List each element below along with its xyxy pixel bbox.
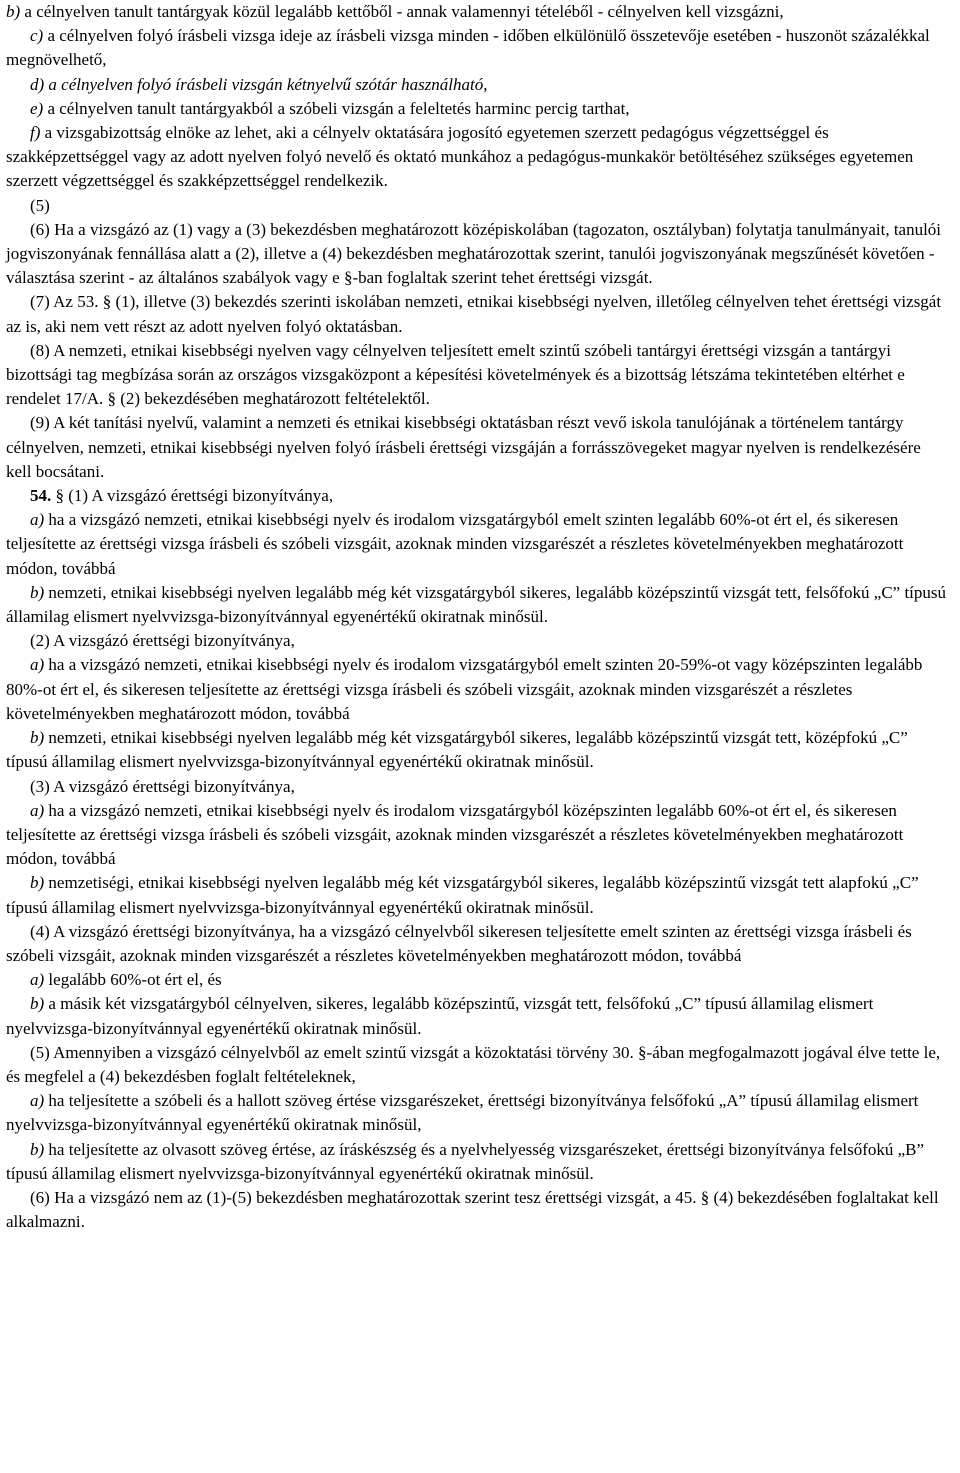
paragraph-8: (8) A nemzeti, etnikai kisebbségi nyelven vagy célnyelven teljesített emelt szintű szóbeli tantárgyi érettségi vizsgán a tantárgyi bizottsági tag megbízása során az országos vizsgaközpont a képesítési követelmények és a bizottság létszáma tekintetében eltérhet e rendelet 17/A. § (2) bekezdésében meghatározott feltételektől. (6, 340, 905, 409)
item-label: c) (30, 26, 44, 46)
item-label: b) (30, 1139, 45, 1159)
section-number: 54. (30, 486, 52, 506)
paragraph-c (6, 24, 950, 72)
paragraph-b (6, 0, 950, 24)
paragraph-text: a célnyelven tanult tantárgyakból a szóbeli vizsgán a feleltetés harminc percig tarthat, (43, 98, 630, 118)
item-label: b) (6, 2, 21, 21)
paragraph-text: ha teljesítette az olvasott szöveg értése, az íráskészség és a nyelvhelyesség vizsgarészeket, érettségi bizonyítványa felsőfokú „B” típusú államilag elismert nyelvvizsga-bizonyítvánnyal egyenértékű okiratnak minősül. (6, 1139, 925, 1183)
item-label: d) (30, 74, 45, 94)
paragraph-54-4-a (6, 968, 950, 992)
paragraph-54-4: (4) A vizsgázó érettségi bizonyítványa, ha a vizsgázó célnyelvből sikeresen teljesítette emelt szinten az érettségi vizsga írásbeli és szóbeli vizsgáit, azoknak minden vizsgarészét a részletes követelményekben meghatározott módon, továbbá (6, 921, 912, 965)
item-label: b) (30, 873, 45, 893)
paragraph-54-3-b (6, 871, 950, 919)
paragraph-text: a célnyelven folyó írásbeli vizsgán kétnyelvű szótár használható, (44, 74, 488, 94)
paragraph-54-5-b (6, 1138, 950, 1186)
paragraph-text: ha a vizsgázó nemzeti, etnikai kisebbségi nyelv és irodalom vizsgatárgyból emelt szinten legalább 60%-ot ért el, és sikeresen teljesítette az érettségi vizsga írásbeli és szóbeli vizsgáit, azoknak minden vizsgarészét a részletes követelményekben meghatározott módon, továbbá (6, 510, 904, 578)
paragraph-text: § (1) A vizsgázó érettségi bizonyítványa, (51, 486, 334, 506)
paragraph-text: nemzeti, etnikai kisebbségi nyelven legalább még két vizsgatárgyból sikeres, legalább középszintű vizsgát tett, felsőfokú „C” típusú államilag elismert nyelvvizsga-bizonyítvánnyal egyenértékű okiratnak minősül. (6, 582, 947, 627)
paragraph-6: (6) Ha a vizsgázó az (1) vagy a (3) bekezdésben meghatározott középiskolában (tagozaton, osztályban) folytatja tanulmányait, tanulói jogviszonyának fennállása alatt a (2), illetve a (4) bekezdésben meghatározottak szerint, tanulói jogviszonyának megszűnését követően - választása szerint - az általános szabályok vagy e §-ban foglaltak szerint tehet érettségi vizsgát. (6, 219, 942, 288)
paragraph-54-4-b (6, 992, 950, 1040)
item-label: a) (30, 510, 45, 530)
item-label: f) (30, 123, 41, 143)
paragraph-text: legalább 60%-ot ért el, és (44, 970, 222, 990)
paragraph-e (6, 97, 950, 121)
item-label: b) (30, 728, 45, 748)
section-54-heading (6, 484, 950, 508)
paragraph-text: ha a vizsgázó nemzeti, etnikai kisebbségi nyelv és irodalom vizsgatárgyból középszinten legalább 60%-ot ért el, és sikeresen teljesítette az érettségi vizsga írásbeli és szóbeli vizsgáit, azoknak minden vizsgarészét a részletes követelményekben meghatározott módon, továbbá (6, 800, 904, 869)
item-label: a) (30, 655, 45, 675)
item-label: b) (30, 582, 45, 602)
paragraph-text: a vizsgabizottság elnöke az lehet, aki a célnyelv oktatására jogosító egyetemen szerzett pedagógus végzettséggel és szakképzettséggel vagy az adott nyelven folyó nevelő és oktató munkához a pedagógus-munkakör betöltéséhez szükséges egyetemen szerzett végzettséggel és szakképzettséggel rendelkezik. (6, 123, 914, 191)
item-label: a) (30, 1091, 45, 1111)
paragraph-text: ha a vizsgázó nemzeti, etnikai kisebbségi nyelv és irodalom vizsgatárgyból emelt szinten 20-59%-ot vagy középszinten legalább 80%-ot ért el, és sikeresen teljesítette az érettségi vizsga írásbeli és szóbeli vizsgáit, azoknak minden vizsgarészét a részletes követelményekben meghatározott módon, továbbá (6, 655, 923, 723)
paragraph-text: a másik két vizsgatárgyból célnyelven, sikeres, legalább középszintű, vizsgát tett, felsőfokú „C” típusú államilag elismert nyelvvizsga-bizonyítvánnyal egyenértékű okiratnak minősül. (6, 994, 874, 1038)
paragraph-f (6, 121, 950, 194)
paragraph-54-2-b (6, 726, 950, 774)
paragraph-text: a célnyelven tanult tantárgyak közül legalább kettőből - annak valamennyi tételéből - célnyelven kell vizsgázni, (20, 2, 784, 21)
item-label: e) (30, 98, 44, 118)
item-label: b) (30, 994, 45, 1014)
paragraph-text: nemzetiségi, etnikai kisebbségi nyelven legalább még két vizsgatárgyból sikeres, legalább középszintű vizsgát tett alapfokú „C” típusú államilag elismert nyelvvizsga-bizonyítvánnyal egyenértékű okiratnak minősül. (6, 873, 919, 917)
paragraph-54-1-a (6, 508, 950, 581)
paragraph-54-1-b (6, 581, 950, 629)
paragraph-54-5: (5) Amennyiben a vizsgázó célnyelvből az emelt szintű vizsgát a közoktatási törvény 30. §-ában megfogalmazott jogával élve tette le, és megfelel a (4) bekezdésben foglalt feltételeknek, (6, 1042, 941, 1086)
paragraph-text: ha teljesítette a szóbeli és a hallott szöveg értése vizsgarészeket, érettségi bizonyítványa felsőfokú „A” típusú államilag elismert nyelvvizsga-bizonyítvánnyal egyenértékű okiratnak minősül, (6, 1091, 919, 1135)
paragraph-text: a célnyelven folyó írásbeli vizsga ideje az írásbeli vizsga minden - időben elkülönülő összetevője esetében - huszonöt százalékkal megnövelhető, (6, 26, 930, 70)
paragraph-54-6: (6) Ha a vizsgázó nem az (1)-(5) bekezdésben meghatározottak szerint tesz érettségi vizsgát, a 45. § (4) bekezdésében foglaltakat kell alkalmazni. (6, 1187, 939, 1232)
paragraph-54-2-a (6, 653, 950, 726)
paragraph-5: (5) (30, 195, 50, 215)
paragraph-text: nemzeti, etnikai kisebbségi nyelven legalább még két vizsgatárgyból sikeres, legalább középszintű vizsgát tett, középfokú „C” típusú államilag elismert nyelvvizsga-bizonyítvánnyal egyenértékű okiratnak minősül. (6, 728, 908, 772)
paragraph-9: (9) A két tanítási nyelvű, valamint a nemzeti és etnikai kisebbségi oktatásban részt vevő iskola tanulójának a történelem tantárgy célnyelven, nemzeti, etnikai kisebbségi nyelven folyó írásbeli érettségi vizsgáján a forrásszövegeket magyar nyelven is rendelkezésére kell bocsátani. (6, 413, 921, 481)
paragraph-d (6, 73, 950, 97)
paragraph-54-3: (3) A vizsgázó érettségi bizonyítványa, (30, 776, 295, 796)
paragraph-54-5-a (6, 1089, 950, 1137)
paragraph-7: (7) Az 53. § (1), illetve (3) bekezdés szerinti iskolában nemzeti, etnikai kisebbségi nyelven, illetőleg célnyelven tehet érettségi vizsgát az is, aki nem vett részt az adott nyelven folyó oktatásban. (6, 292, 942, 336)
item-label: a) (30, 800, 45, 820)
paragraph-54-2: (2) A vizsgázó érettségi bizonyítványa, (30, 631, 295, 651)
item-label: a) (30, 970, 45, 990)
paragraph-54-3-a (6, 799, 950, 872)
